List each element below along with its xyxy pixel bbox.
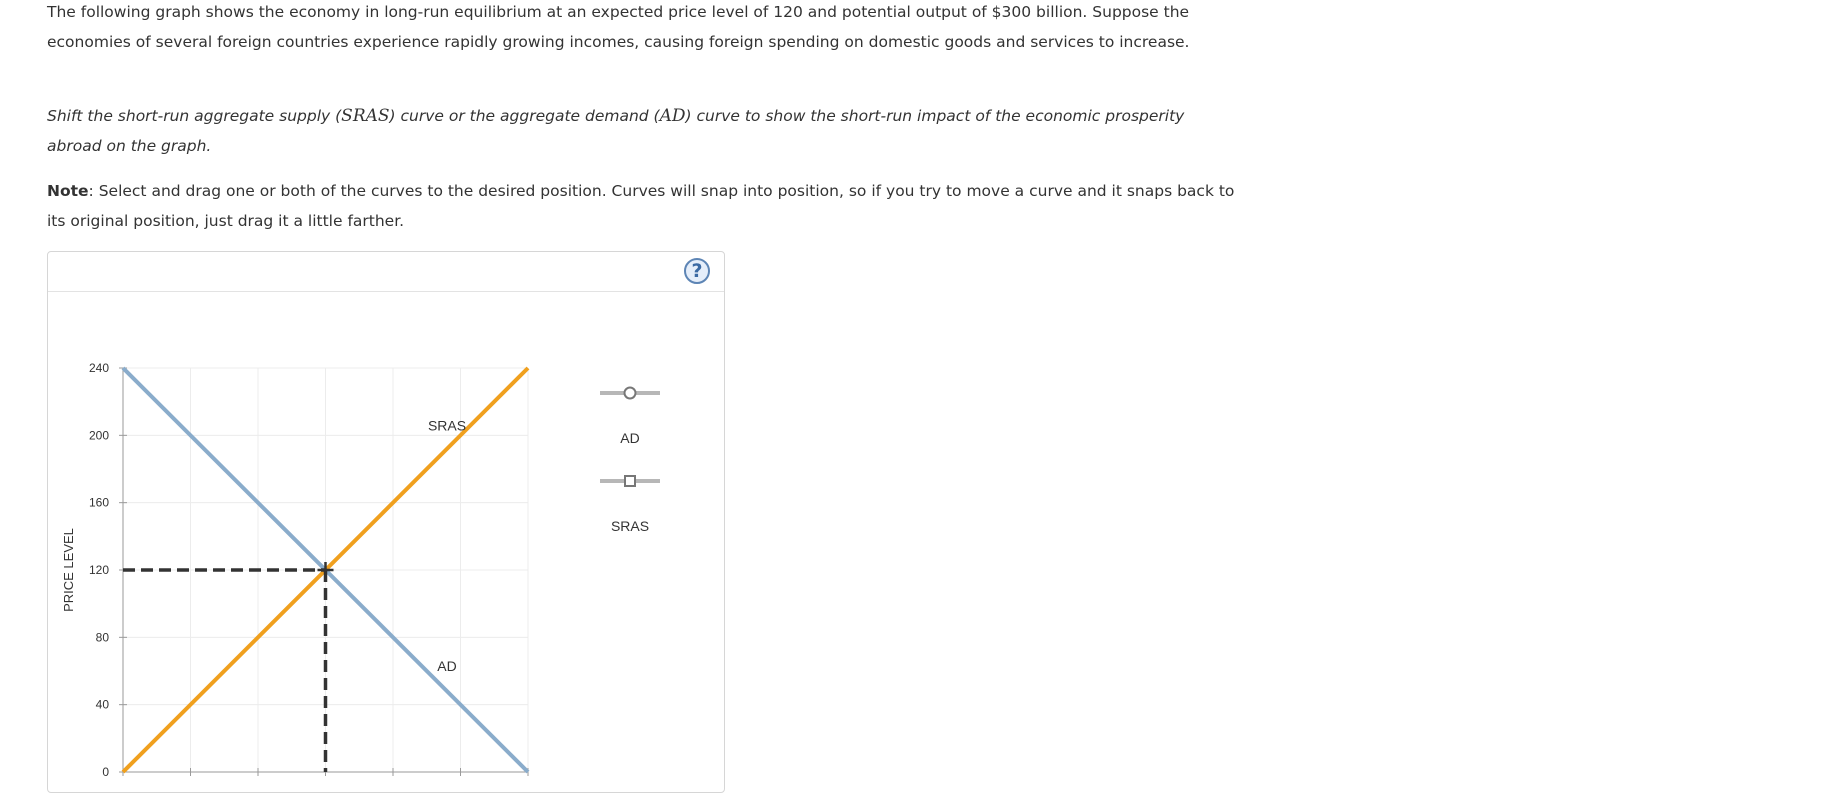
- y-tick-label: 120: [88, 563, 109, 577]
- legend-sras-square-marker[interactable]: [625, 476, 635, 486]
- y-tick-label: 80: [95, 630, 109, 645]
- ad-sras-graph: [48, 252, 724, 792]
- help-icon[interactable]: ?: [684, 258, 710, 284]
- legend-ad-circle-marker[interactable]: [625, 388, 636, 399]
- sras-curve-label: SRAS: [427, 417, 467, 434]
- note-paragraph: [47, 176, 1237, 236]
- note-label: Note: [47, 182, 89, 200]
- intro-paragraph: The following graph shows the economy in long-run equilibrium at an expected price level of 120 and potential output of $300 billion. Suppose the economies of several foreign countries experience rapidly growing incomes, causing foreign spending on domestic goods and services to increase.: [47, 3, 1190, 51]
- instruction-sras-term: SRAS: [341, 106, 390, 126]
- y-tick-label: 160: [88, 495, 109, 510]
- legend-sras-label: SRAS: [610, 518, 650, 534]
- y-tick-label: 0: [102, 765, 109, 779]
- instruction-text-pre: Shift the short-run aggregate supply (: [47, 107, 342, 125]
- instruction-text-mid: ) curve or the aggregate demand (: [389, 107, 660, 125]
- y-tick-label: 40: [95, 697, 109, 712]
- ad-curve-label: AD: [437, 658, 457, 674]
- y-axis-label: PRICE LEVEL: [61, 528, 76, 612]
- instruction-paragraph: [47, 101, 1237, 161]
- instruction-ad-term: AD: [659, 106, 686, 126]
- y-tick-label: 200: [88, 428, 109, 443]
- graph-panel: [47, 251, 725, 793]
- note-text: : Select and drag one or both of the curves to the desired position. Curves will snap into position, so if you try to move a curve and it snaps back to its original position, just drag it a little farther.: [47, 182, 1235, 230]
- instruction-text-post: ) curve to show the short-run impact of the economic prosperity abroad on the graph.: [47, 107, 1185, 155]
- y-tick-label: 240: [88, 361, 109, 375]
- legend-ad-label: AD: [620, 430, 640, 446]
